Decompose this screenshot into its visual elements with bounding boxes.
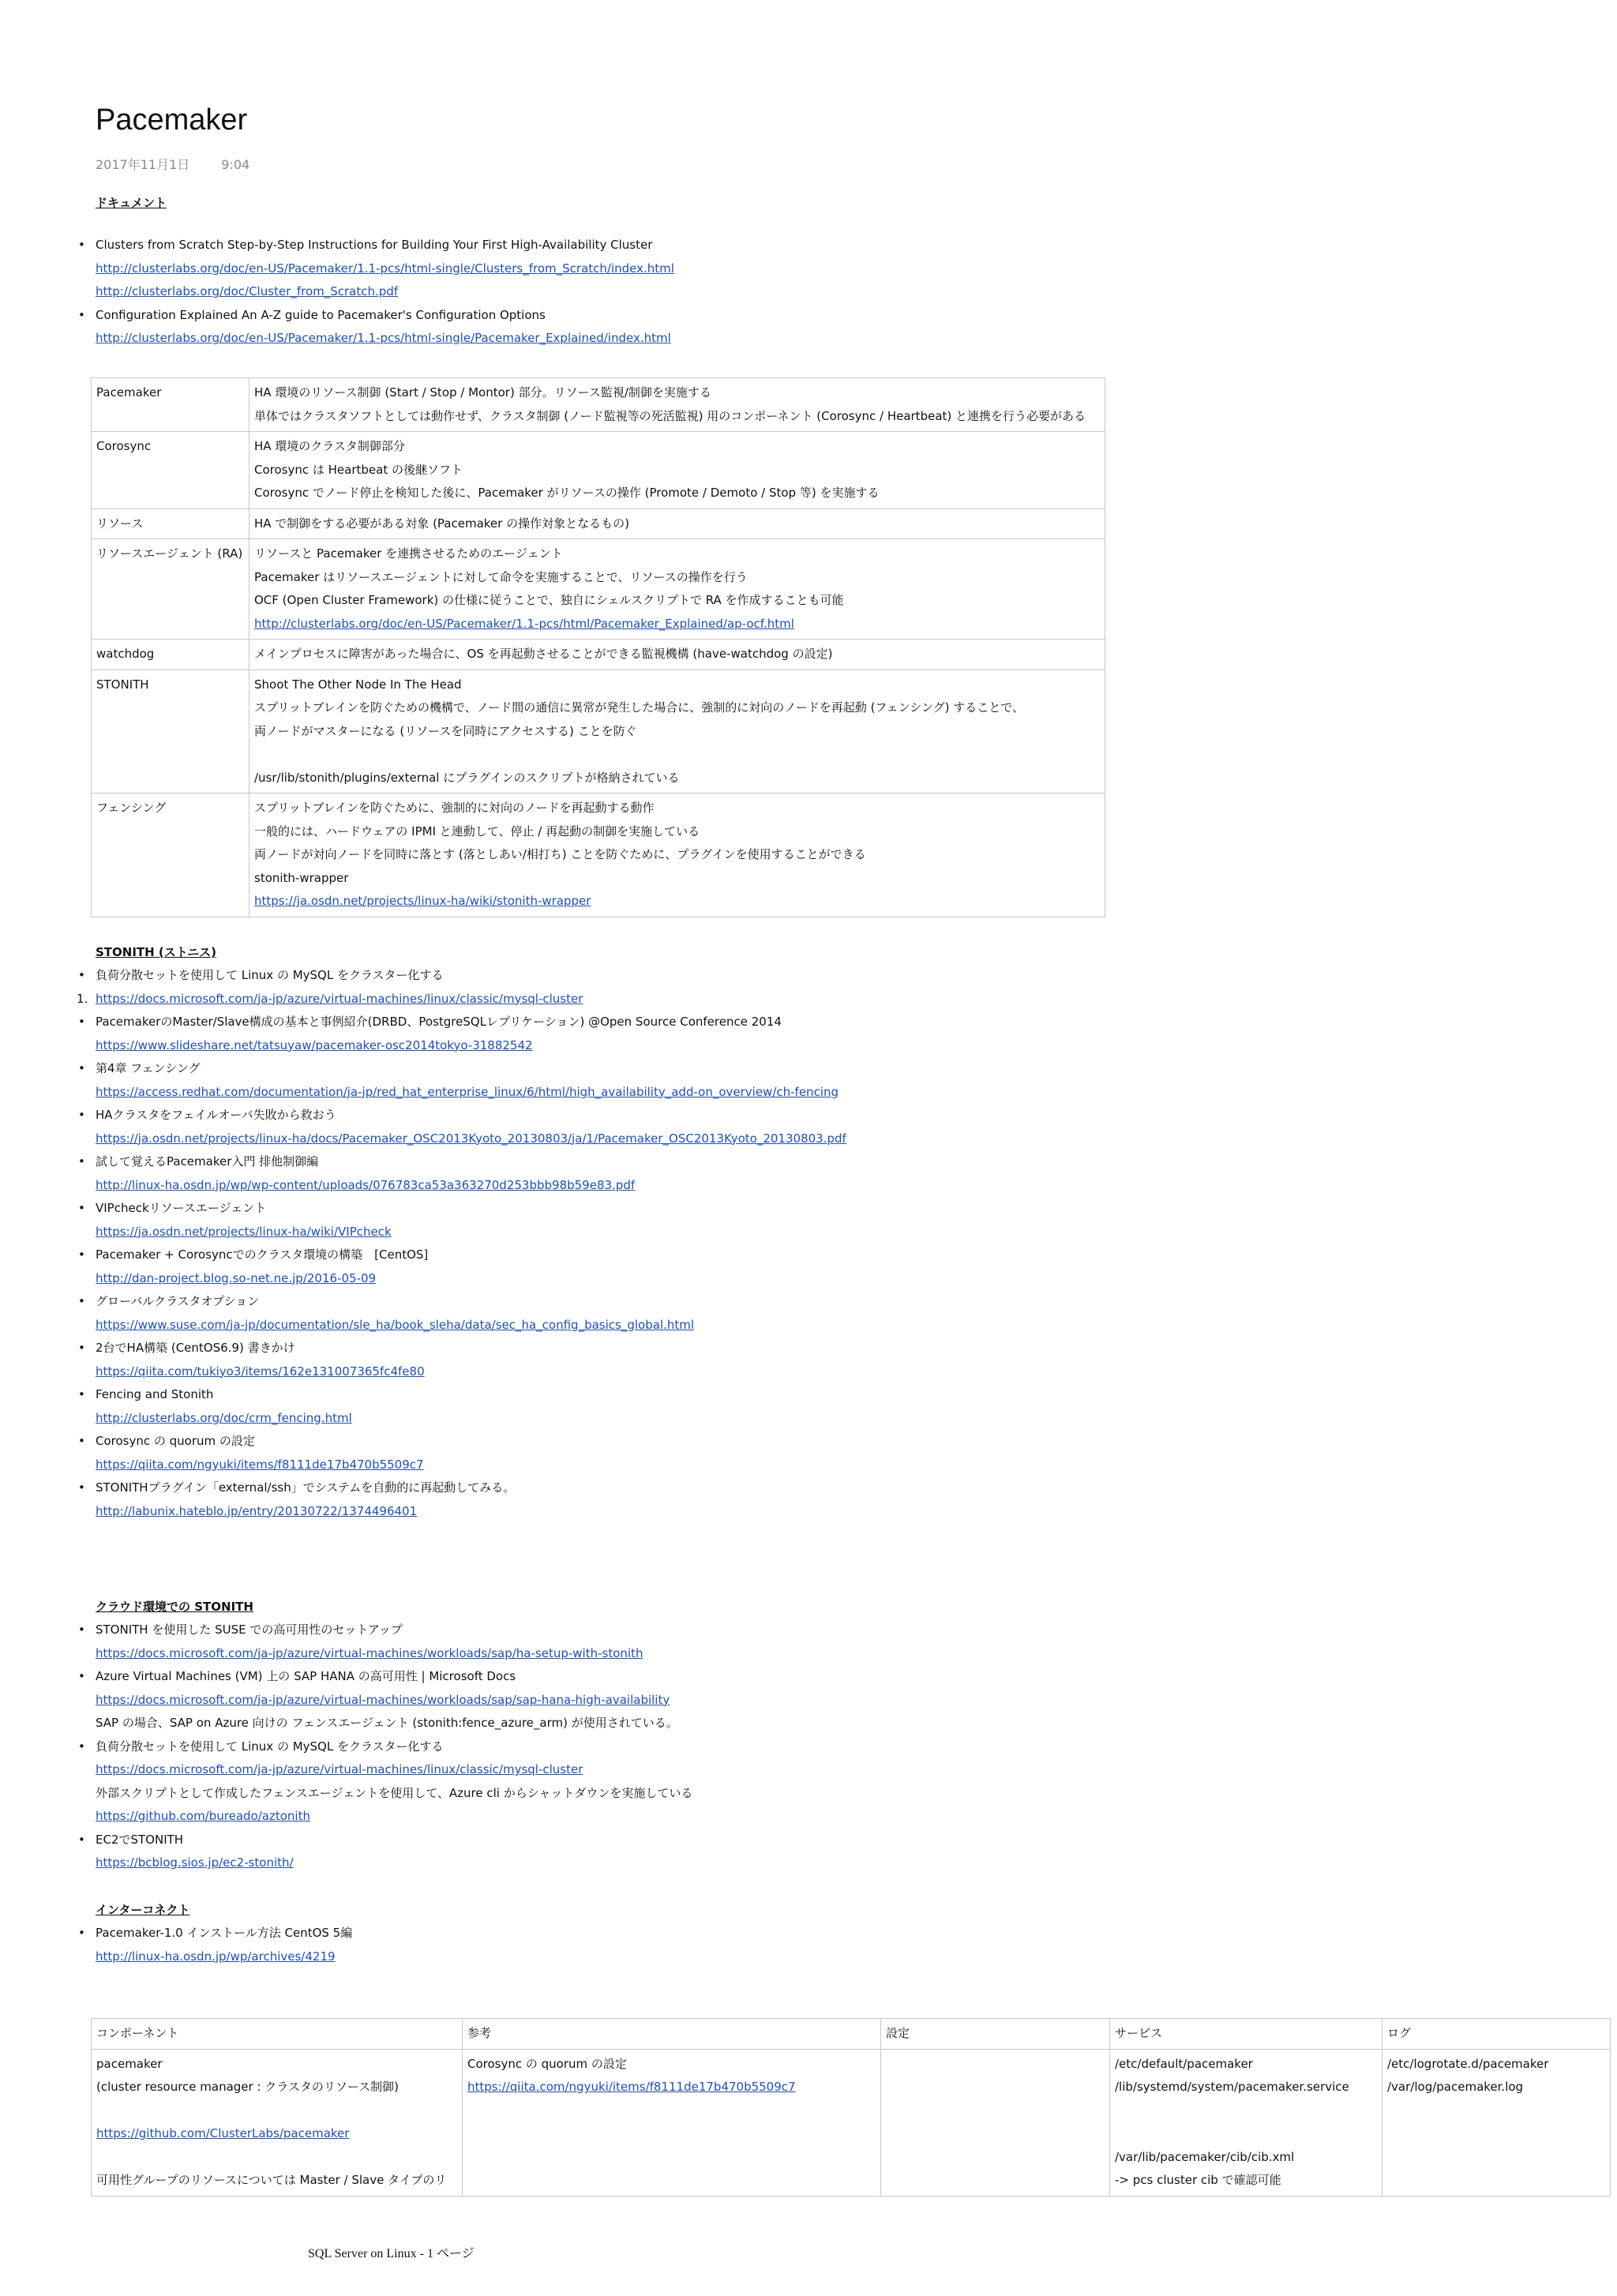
cell-line: /etc/logrotate.d/pacemaker xyxy=(1387,2056,1549,2071)
component-cell xyxy=(92,2049,463,2196)
cloud-list xyxy=(78,1619,1280,1875)
list-item xyxy=(78,1150,1280,1197)
bullet-icon: • xyxy=(78,307,85,322)
cell-line: (cluster resource manager : クラスタのリソース制御) xyxy=(96,2080,399,2094)
page-title: Pacemaker xyxy=(96,103,248,137)
list-item xyxy=(78,1290,1280,1337)
list-item-text: 試して覚えるPacemaker入門 排他制御編 xyxy=(96,1154,319,1169)
term-cell: Pacemaker xyxy=(92,378,249,432)
list-item xyxy=(78,1104,1280,1150)
table-row xyxy=(92,793,1105,917)
table-row xyxy=(92,2049,1611,2196)
definition-line: OCF (Open Cluster Framework) の仕様に従うことで、独自にシェルスクリプトで RA を作成することも可能 xyxy=(254,593,844,607)
reference-link[interactable]: https://www.slideshare.net/tatsuyaw/pacemaker-osc2014tokyo-31882542 xyxy=(96,1037,533,1052)
list-item-text: Azure Virtual Machines (VM) 上の SAP HANA の高可用性 | Microsoft Docs xyxy=(96,1669,516,1683)
definition-cell xyxy=(249,432,1105,509)
components-table-clip xyxy=(91,2018,1611,2197)
ocf-link[interactable]: http://clusterlabs.org/doc/en-US/Pacemaker/1.1-pcs/html/Pacemaker_Explained/ap-ocf.html xyxy=(254,616,794,631)
list-item-text: STONITH を使用した SUSE での高可用性のセットアップ xyxy=(96,1623,403,1637)
bullet-icon: • xyxy=(78,1926,85,1940)
page-footer: SQL Server on Linux - 1 ページ xyxy=(308,2247,475,2260)
list-item-text: EC2でSTONITH xyxy=(96,1832,184,1847)
list-item xyxy=(77,964,1280,1011)
list-item xyxy=(78,1244,1280,1290)
reference-link[interactable]: http://labunix.hateblo.jp/entry/20130722/1374496401 xyxy=(96,1503,418,1518)
list-item-text: 負荷分散セットを使用して Linux の MySQL をクラスター化する xyxy=(96,1739,444,1754)
list-item-text: VIPcheckリソースエージェント xyxy=(96,1201,267,1215)
definition-line: /usr/lib/stonith/plugins/external にプラグインのスクリプトが格納されている xyxy=(254,770,680,785)
bullet-icon: • xyxy=(78,968,85,982)
list-item-text: Corosync の quorum の設定 xyxy=(96,1434,255,1448)
definition-line: 一般的には、ハードウェアの IPMI と連動して、停止 / 再起動の制御を実施している xyxy=(254,823,700,838)
log-cell xyxy=(1383,2049,1611,2196)
list-item-text: Pacemaker + Corosyncでのクラスタ環境の構築 [CentOS] xyxy=(96,1247,429,1262)
definition-cell xyxy=(249,539,1105,640)
column-header: サービス xyxy=(1110,2019,1383,2050)
table-row xyxy=(92,640,1105,670)
definition-line: HA 環境のクラスタ制御部分 xyxy=(254,439,405,453)
definition-line: HA で制御をする必要がある対象 (Pacemaker の操作対象となるもの) xyxy=(254,516,629,531)
definition-line xyxy=(254,743,1100,767)
ordered-subitem xyxy=(60,988,1280,1011)
cell-line: /etc/default/pacemaker xyxy=(1115,2056,1253,2071)
bullet-icon: • xyxy=(78,1387,85,1401)
service-cell xyxy=(1110,2049,1383,2196)
bullet-icon: • xyxy=(78,1341,85,1355)
interconnect-list xyxy=(78,1922,1280,1968)
reference-link[interactable]: https://qiita.com/tukiyo3/items/162e131007365fc4fe80 xyxy=(96,1364,425,1379)
reference-link[interactable]: https://www.suse.com/ja-jp/documentation/sle_ha/book_sleha/data/sec_ha_config_basics_global.html xyxy=(96,1317,695,1332)
term-cell: リソース xyxy=(92,508,249,539)
reference-link[interactable]: https://github.com/bureado/aztonith xyxy=(96,1809,310,1823)
bullet-icon: • xyxy=(78,1623,85,1637)
stonith-wrapper-link[interactable]: https://ja.osdn.net/projects/linux-ha/wiki/stonith-wrapper xyxy=(254,894,591,908)
definition-line: メインプロセスに障害があった場合に、OS を再起動させることができる監視機構 (have-watchdog の設定) xyxy=(254,647,833,661)
list-item-text: 負荷分散セットを使用して Linux の MySQL をクラスター化する xyxy=(96,968,444,982)
definition-cell xyxy=(249,670,1105,793)
cell-line: -> pcs cluster cib で確認可能 xyxy=(1115,2173,1281,2187)
definition-line: HA 環境のリソース制御 (Start / Stop / Montor) 部分。リソース監視/制御を実施する xyxy=(254,385,711,400)
cell-line: Corosync の quorum の設定 xyxy=(467,2056,627,2071)
list-item xyxy=(78,1197,1280,1244)
list-item xyxy=(78,1057,1280,1104)
table-row xyxy=(92,539,1105,640)
date-text: 2017年11月1日 xyxy=(96,157,190,172)
list-item-text: Clusters from Scratch Step-by-Step Instructions for Building Your First High-Availability Cluster xyxy=(96,238,653,252)
cell-line xyxy=(1115,2099,1377,2123)
reference-link[interactable]: https://bcblog.sios.jp/ec2-stonith/ xyxy=(96,1855,294,1870)
definition-cell xyxy=(249,378,1105,432)
definition-cell xyxy=(249,640,1105,670)
list-item xyxy=(78,1665,1280,1735)
note-text: SAP の場合、SAP on Azure 向けの フェンスエージェント (stonith:fence_azure_arm) が使用されている。 xyxy=(96,1716,678,1730)
definition-line: 両ノードが対向ノードを同時に落とす (落としあい/相打ち) ことを防ぐために、プラグインを使用することができる xyxy=(254,847,866,861)
reference-link[interactable]: http://dan-project.blog.so-net.ne.jp/2016-05-09 xyxy=(96,1270,377,1285)
github-link[interactable]: https://github.com/ClusterLabs/pacemaker xyxy=(96,2126,350,2140)
reference-link[interactable]: https://ja.osdn.net/projects/linux-ha/wiki/VIPcheck xyxy=(96,1224,392,1239)
bullet-icon: • xyxy=(78,1434,85,1448)
reference-link[interactable]: http://linux-ha.osdn.jp/wp/archives/4219 xyxy=(96,1949,336,1964)
bullet-icon: • xyxy=(78,238,85,252)
bullet-icon: • xyxy=(78,1154,85,1169)
reference-cell xyxy=(463,2049,881,2196)
definition-line: Corosync でノード停止を検知した後に、Pacemaker がリソースの操作 (Promote / Demoto / Stop 等) を実施する xyxy=(254,486,880,500)
definition-line: 両ノードがマスターになる (リソースを同時にアクセスする) ことを防ぐ xyxy=(254,723,637,738)
cell-line xyxy=(1115,2122,1377,2146)
list-item xyxy=(78,1337,1280,1383)
reference-link[interactable]: https://ja.osdn.net/projects/linux-ha/docs/Pacemaker_OSC2013Kyoto_20130803/ja/1/Pacemaker_OSC2013Kyoto_20130803.pdf xyxy=(96,1131,846,1146)
term-cell: リソースエージェント (RA) xyxy=(92,539,249,640)
cloud-heading: クラウド環境での STONITH xyxy=(96,1600,253,1614)
list-item xyxy=(78,1735,1280,1829)
table-header-row xyxy=(92,2019,1611,2050)
definition-cell xyxy=(249,793,1105,917)
table-row xyxy=(92,432,1105,509)
stonith-heading: STONITH (ストニス) xyxy=(96,945,217,959)
term-cell: Corosync xyxy=(92,432,249,509)
list-item xyxy=(78,234,1122,304)
list-item xyxy=(78,304,1122,351)
definition-line: スプリットブレインを防ぐための機構で、ノード間の通信に異常が発生した場合に、強制的に対向のノードを再起動 (フェンシング) することで、 xyxy=(254,700,1024,715)
list-item xyxy=(78,1383,1280,1430)
cell-line: 可用性グループのリソースについては Master / Slave タイプのリ xyxy=(96,2173,447,2187)
cell-line: /var/log/pacemaker.log xyxy=(1387,2080,1524,2094)
list-item-text: PacemakerのMaster/Slave構成の基本と事例紹介(DRBD、PostgreSQLレプリケーション) @Open Source Conference 2014 xyxy=(96,1015,782,1029)
reference-link[interactable]: http://clusterlabs.org/doc/crm_fencing.html xyxy=(96,1410,352,1425)
cell-line: /var/lib/pacemaker/cib/cib.xml xyxy=(1115,2149,1295,2164)
bullet-icon: • xyxy=(78,1201,85,1215)
bullet-icon: • xyxy=(78,1832,85,1847)
reference-link[interactable]: https://docs.microsoft.com/ja-jp/azure/virtual-machines/workloads/sap/ha-setup-with-stonith xyxy=(96,1645,643,1660)
list-item-text: 2台でHA構築 (CentOS6.9) 書きかけ xyxy=(96,1341,295,1355)
list-item xyxy=(78,1430,1280,1476)
definition-line: stonith-wrapper xyxy=(254,870,349,885)
list-item-text: Pacemaker-1.0 インストール方法 CentOS 5編 xyxy=(96,1926,353,1940)
definition-cell xyxy=(249,508,1105,539)
term-cell: watchdog xyxy=(92,640,249,670)
reference-link[interactable]: https://docs.microsoft.com/ja-jp/azure/virtual-machines/workloads/sap/sap-hana-high-availability xyxy=(96,1692,670,1707)
bullet-icon: • xyxy=(78,1294,85,1308)
doc-link[interactable]: http://clusterlabs.org/doc/Cluster_from_Scratch.pdf xyxy=(96,284,399,298)
definition-line: Pacemaker はリソースエージェントに対して命令を実施することで、リソースの操作を行う xyxy=(254,569,748,584)
column-header: 設定 xyxy=(881,2019,1110,2050)
table-row xyxy=(92,508,1105,539)
docs-list xyxy=(78,234,1122,351)
list-item-text: HAクラスタをフェイルオーバ失敗から救おう xyxy=(96,1108,336,1122)
table-row xyxy=(92,670,1105,793)
list-item xyxy=(78,1829,1280,1875)
list-item-text: Configuration Explained An A-Z guide to Pacemaker's Configuration Options xyxy=(96,307,546,322)
definition-line: リソースと Pacemaker を連携させるためのエージェント xyxy=(254,546,563,561)
list-item-text: STONITHプラグイン「external/ssh」でシステムを自動的に再起動してみる。 xyxy=(96,1480,516,1495)
cell-line: /lib/systemd/system/pacemaker.service xyxy=(1115,2080,1349,2094)
bullet-icon: • xyxy=(78,1480,85,1495)
definition-line: 単体ではクラスタソフトとしては動作せず、クラスタ制御 (ノード監視等の死活監視) 用のコンポーネント (Corosync / Heartbeat) と連携を行う必要がある xyxy=(254,408,1086,423)
cell-line: pacemaker xyxy=(96,2056,163,2071)
column-header: ログ xyxy=(1383,2019,1611,2050)
definition-line: Corosync は Heartbeat の後継ソフト xyxy=(254,462,463,477)
docs-heading: ドキュメント xyxy=(96,196,167,210)
reference-link[interactable]: https://qiita.com/ngyuki/items/f8111de17b470b5509c7 xyxy=(96,1457,424,1472)
bullet-icon: • xyxy=(78,1247,85,1262)
table-row xyxy=(92,378,1105,432)
bullet-icon: • xyxy=(78,1739,85,1754)
doc-link[interactable]: http://clusterlabs.org/doc/en-US/Pacemaker/1.1-pcs/html-single/Clusters_from_Scratch/index.html xyxy=(96,261,674,276)
column-header: 参考 xyxy=(463,2019,881,2050)
reference-link[interactable]: https://docs.microsoft.com/ja-jp/azure/virtual-machines/linux/classic/mysql-cluster xyxy=(96,1762,583,1776)
list-item-text: Fencing and Stonith xyxy=(96,1387,214,1401)
list-item xyxy=(78,1619,1280,1665)
stonith-list xyxy=(77,964,1280,1523)
definition-line: スプリットブレインを防ぐために、強制的に対向のノードを再起動する動作 xyxy=(254,801,655,815)
reference-link[interactable]: https://qiita.com/ngyuki/items/f8111de17b470b5509c7 xyxy=(467,2080,796,2094)
reference-link[interactable]: https://access.redhat.com/documentation/ja-jp/red_hat_enterprise_linux/6/html/high_availability_add-on_overview/ch-fencing xyxy=(96,1084,839,1099)
list-item-text: 第4章 フェンシング xyxy=(96,1061,201,1075)
doc-link[interactable]: http://clusterlabs.org/doc/en-US/Pacemaker/1.1-pcs/html-single/Pacemaker_Explained/index.html xyxy=(96,331,671,345)
list-item xyxy=(78,1476,1280,1523)
bullet-icon: • xyxy=(78,1061,85,1075)
reference-link[interactable]: http://linux-ha.osdn.jp/wp/wp-content/uploads/076783ca53a363270d253bbb98b59e83.pdf xyxy=(96,1177,636,1192)
interconnect-heading: インターコネクト xyxy=(96,1903,190,1917)
term-cell: STONITH xyxy=(92,670,249,793)
cell-line xyxy=(96,2099,457,2123)
list-item-text: グローバルクラスタオプション xyxy=(96,1294,260,1308)
bullet-icon: • xyxy=(78,1015,85,1029)
reference-link[interactable]: https://docs.microsoft.com/ja-jp/azure/virtual-machines/linux/classic/mysql-cluster xyxy=(96,991,583,1006)
setting-cell xyxy=(881,2049,1110,2196)
bullet-icon: • xyxy=(78,1108,85,1122)
note-text: 外部スクリプトとして作成したフェンスエージェントを使用して、Azure cli からシャットダウンを実施している xyxy=(96,1785,693,1800)
cell-line xyxy=(96,2146,457,2170)
term-cell: フェンシング xyxy=(92,793,249,917)
bullet-icon: • xyxy=(78,1669,85,1683)
components-table xyxy=(91,2018,1611,2197)
ordered-number: 1. xyxy=(77,991,88,1006)
column-header: コンポーネント xyxy=(92,2019,463,2050)
definition-line: Shoot The Other Node In The Head xyxy=(254,677,462,692)
time-text: 9:04 xyxy=(221,157,250,172)
list-item xyxy=(78,1011,1280,1057)
list-item xyxy=(78,1922,1280,1968)
terms-table xyxy=(91,377,1105,917)
page-date xyxy=(96,155,249,175)
